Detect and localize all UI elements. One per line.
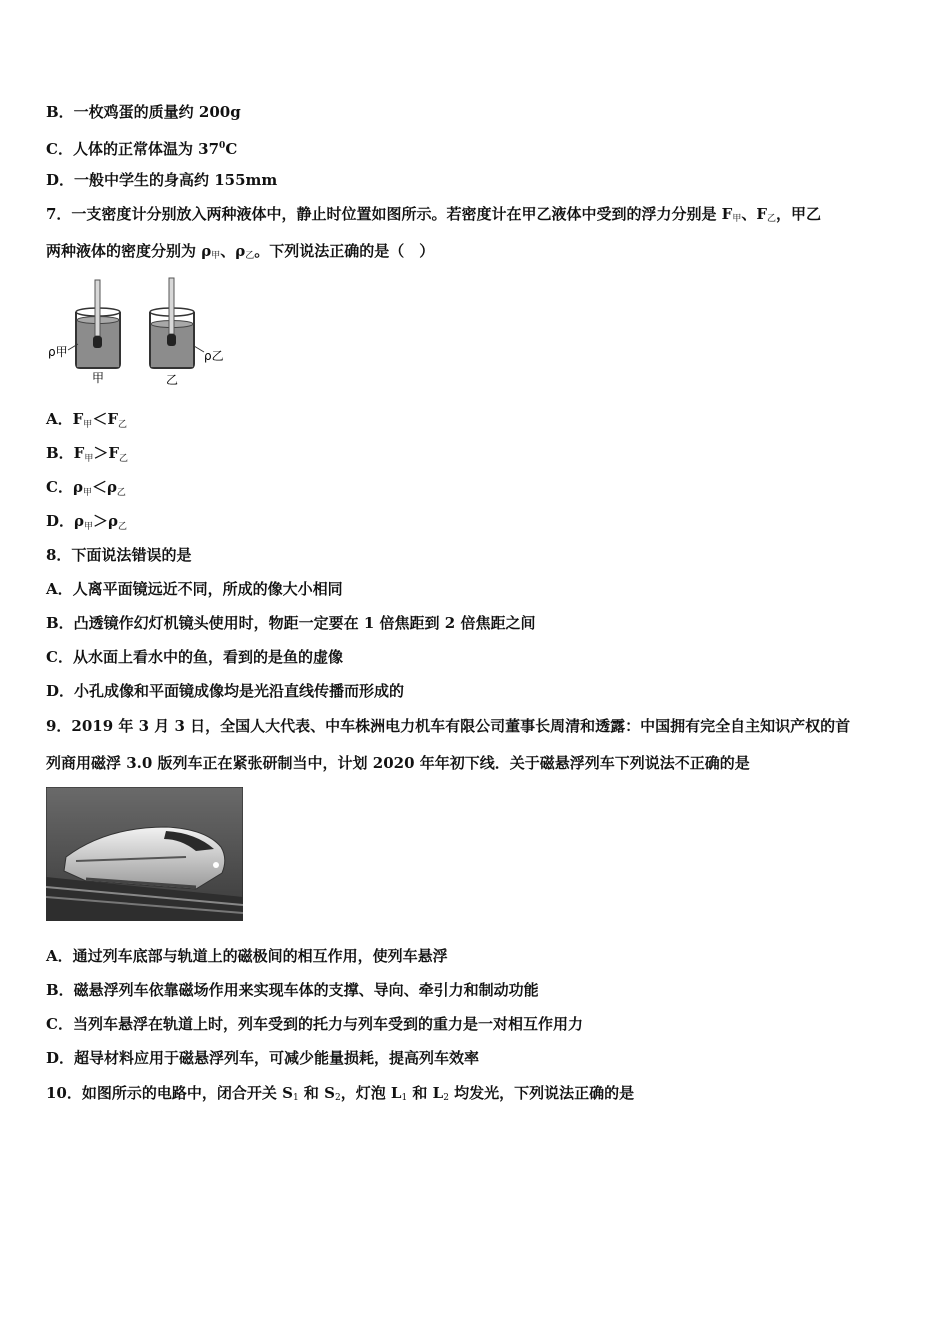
q8-option-a: A．人离平面镜远近不同，所成的像大小相同 [46, 580, 343, 598]
maglev-train-photo [46, 787, 243, 921]
q7-option-b: B．$F_甲>F_乙$ [46, 444, 129, 464]
yi-label: 乙 [166, 373, 179, 387]
hydrometer-figure [46, 276, 236, 388]
q9-option-a: A．通过列车底部与轨道上的磁极间的相互作用，使列车悬浮 [46, 947, 448, 965]
q8-option-b: B．凸透镜作幻灯机镜头使用时，物距一定要在 1 倍焦距到 2 倍焦距之间 [46, 614, 536, 632]
q7-stem-line1: 7．一支密度计分别放入两种液体中，静止时位置如图所示。若密度计在甲乙液体中受到的浮力分别是 $F_甲$、$F_乙$，甲乙 [46, 205, 822, 224]
q9-option-c: C．当列车悬浮在轨道上时，列车受到的托力与列车受到的重力是一对相互作用力 [46, 1015, 583, 1033]
beaker-yi [150, 278, 204, 368]
jia-label: 甲 [92, 371, 105, 385]
rho-jia-label: ρ甲 [48, 345, 68, 359]
q10-stem: 10．如图所示的电路中，闭合开关 $S_1$ 和 $S_2$，灯泡 $L_1$ 和 $L_2$ 均发光，下列说法正确的是 [46, 1084, 635, 1103]
q9-stem-line2: 列商用磁浮 3.0 版列车正在紧张研制当中，计划 2020 年年初下线．关于磁悬浮列车下列说法不正确的是 [46, 754, 750, 772]
q8-option-d: D．小孔成像和平面镜成像均是光沿直线传播而形成的 [46, 682, 405, 700]
beaker-jia [68, 280, 120, 368]
q6-option-d: D．一般中学生的身高约 155mm [46, 171, 278, 189]
q8-stem: 8．下面说法错误的是 [46, 546, 192, 564]
q8-option-c: C．从水面上看水中的鱼，看到的是鱼的虚像 [46, 648, 343, 666]
q9-option-b: B．磁悬浮列车依靠磁场作用来实现车体的支撑、导向、牵引力和制动功能 [46, 981, 539, 999]
q9-stem-line1: 9．2019 年 3 月 3 日，全国人大代表、中车株洲电力机车有限公司董事长周清和透露：中国拥有完全自主知识产权的首 [46, 717, 851, 735]
q9-option-d: D．超导材料应用于磁悬浮列车，可减少能量损耗，提高列车效率 [46, 1049, 480, 1067]
rho-yi-label: ρ乙 [204, 349, 224, 363]
q7-stem-line2: 两种液体的密度分别为 $\rho_甲$、$\rho_乙$。下列说法正确的是（ ） [46, 242, 435, 261]
q7-option-d: D．$\rho_甲>\rho_乙$ [46, 512, 127, 532]
q7-option-a: A．$F_甲<F_乙$ [46, 410, 127, 430]
q6-option-c: C．人体的正常体温为 $37^0C$ [46, 140, 238, 158]
q6-option-b: B．一枚鸡蛋的质量约 200g [46, 103, 241, 121]
q7-option-c: C．$\rho_甲<\rho_乙$ [46, 478, 126, 498]
